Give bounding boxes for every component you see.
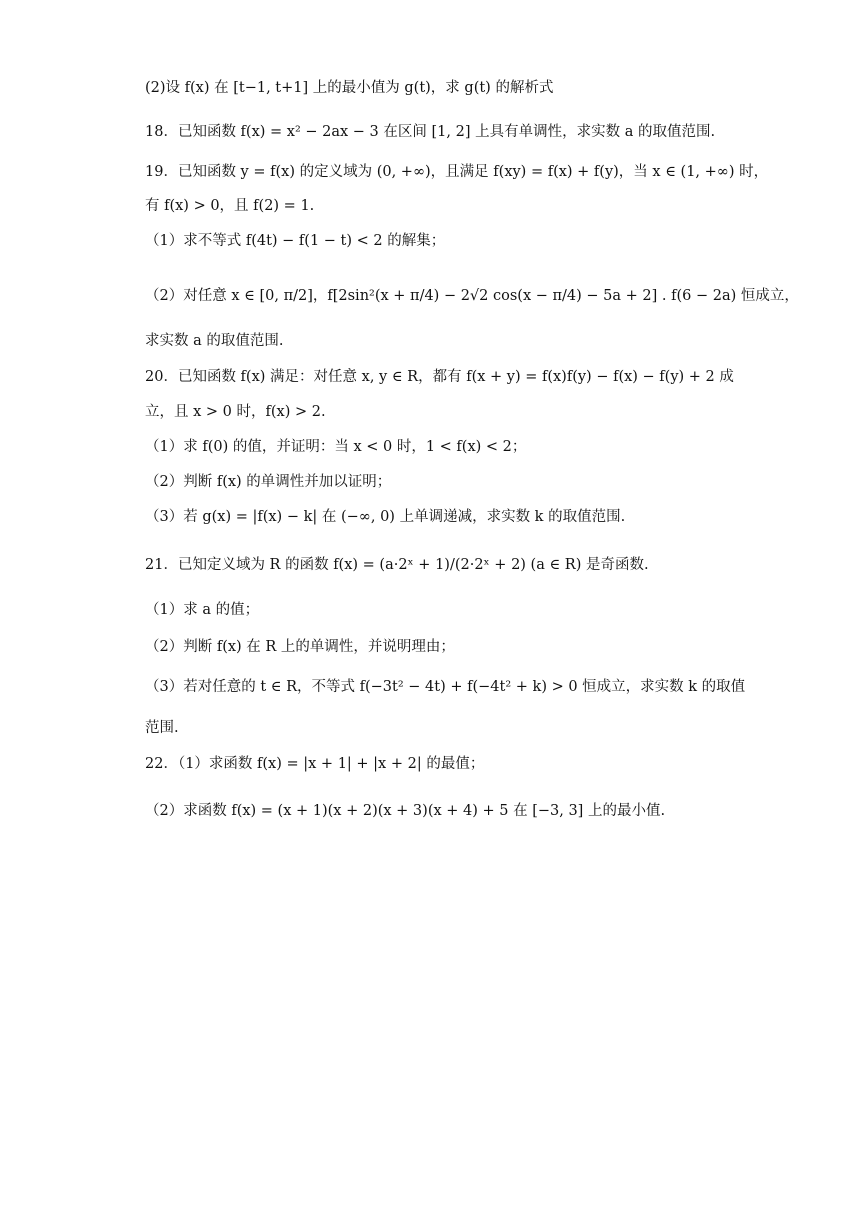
problem-20-part-2: （2）判断 f(x) 的单调性并加以证明； [145, 474, 392, 490]
problem-22-part-2: （2）求函数 f(x) = (x + 1)(x + 2)(x + 3)(x + 4) + 5 在 [−3, 3] 上的最小值. [145, 803, 666, 819]
problem-19-part-1: （1）求不等式 f(4t) − f(1 − t) < 2 的解集； [145, 233, 446, 249]
problem-19-part-2: （2）对任意 x ∈ [0, π/2]，f[2sin²(x + π/4) − 2√2 cos(x − π/4) − 5a + 2] . f(6 − 2a) 恒成立， [145, 288, 799, 304]
problem-20-part-3: （3）若 g(x) = |f(x) − k| 在 (−∞, 0) 上单调递减，求实数 k 的取值范围. [145, 509, 626, 525]
problem-21-part-1: （1）求 a 的值； [145, 602, 260, 618]
problem-20-line-2: 立，且 x > 0 时，f(x) > 2. [145, 404, 326, 420]
problem-20-part-1: （1）求 f(0) 的值，并证明：当 x < 0 时，1 < f(x) < 2； [145, 439, 527, 455]
problem-18: 18．已知函数 f(x) = x² − 2ax − 3 在区间 [1, 2] 上具有单调性，求实数 a 的取值范围. [145, 124, 716, 140]
problem-20-line-1: 20．已知函数 f(x) 满足：对任意 x, y ∈ R，都有 f(x + y) = f(x)f(y) − f(x) − f(y) + 2 成 [145, 369, 734, 385]
problem-19-line-1: 19．已知函数 y = f(x) 的定义域为 (0, +∞)，且满足 f(xy) = f(x) + f(y)，当 x ∈ (1, +∞) 时， [145, 164, 769, 180]
problem-19-line-2: 有 f(x) > 0，且 f(2) = 1. [145, 198, 315, 214]
problem-17-part-2: (2)设 f(x) 在 [t−1, t+1] 上的最小值为 g(t)，求 g(t) 的解析式 [145, 80, 554, 96]
problem-22-part-1: 22．（1）求函数 f(x) = |x + 1| + |x + 2| 的最值； [145, 756, 485, 772]
problem-21-part-3-cont: 范围. [145, 720, 179, 736]
problem-21-part-2: （2）判断 f(x) 在 R 上的单调性，并说明理由； [145, 639, 455, 655]
problem-21-part-3: （3）若对任意的 t ∈ R，不等式 f(−3t² − 4t) + f(−4t² + k) > 0 恒成立，求实数 k 的取值 [145, 679, 746, 695]
problem-19-part-2-cont: 求实数 a 的取值范围. [145, 333, 284, 349]
problem-21: 21．已知定义域为 R 的函数 f(x) = (a·2ˣ + 1)/(2·2ˣ + 2) (a ∈ R) 是奇函数. [145, 557, 649, 573]
